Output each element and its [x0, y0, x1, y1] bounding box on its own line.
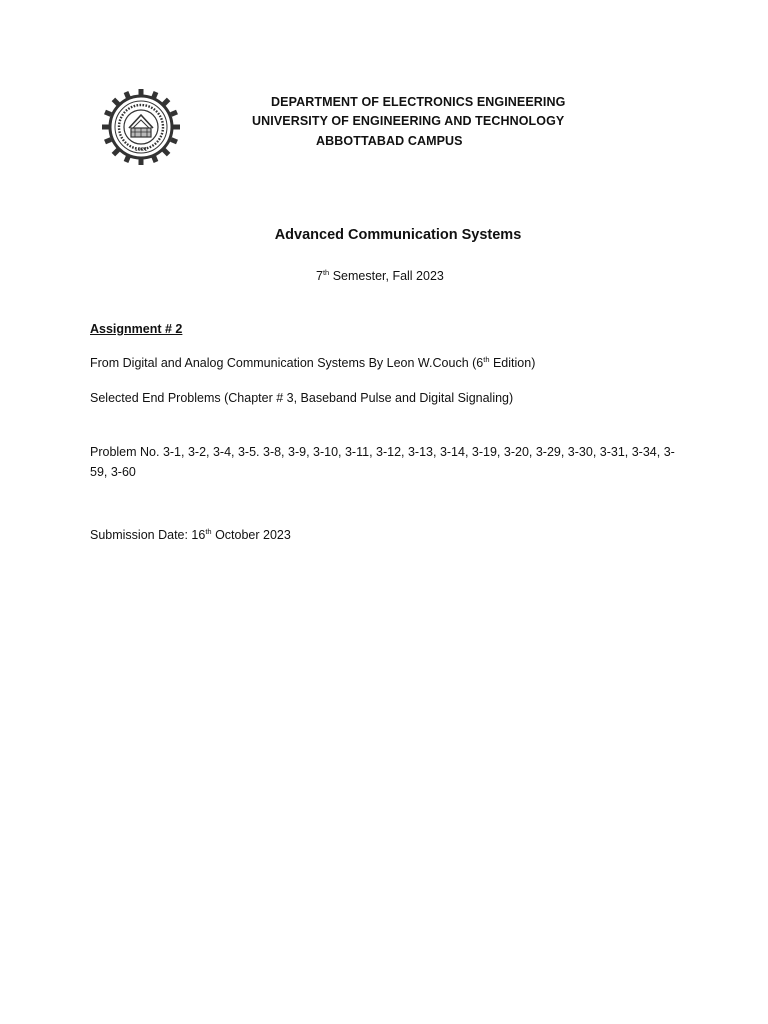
- submission-day-suffix: th: [205, 526, 212, 536]
- textbook-line: [90, 356, 535, 370]
- submission-suffix: October 2023: [211, 528, 291, 542]
- selected-problems-line: Selected End Problems (Chapter # 3, Baseband Pulse and Digital Signaling): [90, 391, 514, 405]
- course-title: Advanced Communication Systems: [274, 227, 522, 243]
- semester-number: 7: [316, 269, 323, 283]
- textbook-prefix: From Digital and Analog Communication Systems By Leon W.Couch (6: [90, 356, 484, 370]
- semester-line: [316, 269, 444, 283]
- university-name: UNIVERSITY OF ENGINEERING AND TECHNOLOGY: [252, 114, 565, 128]
- university-seal-gear-icon: [100, 88, 182, 166]
- campus-name: ABBOTTABAD CAMPUS: [316, 134, 463, 148]
- edition-suffix: th: [483, 354, 490, 364]
- semester-rest: Semester, Fall 2023: [329, 269, 444, 283]
- textbook-suffix: Edition): [489, 356, 536, 370]
- svg-text:1921: 1921: [134, 147, 148, 153]
- submission-prefix: Submission Date: 16: [90, 528, 206, 542]
- problem-list: Problem No. 3-1, 3-2, 3-4, 3-5. 3-8, 3-9, 3-10, 3-11, 3-12, 3-13, 3-14, 3-19, 3-20, 3-29, 3-30, 3-31, 3-34, 3-59, 3-60: [90, 445, 675, 479]
- department-name: DEPARTMENT OF ELECTRONICS ENGINEERING: [271, 95, 566, 109]
- submission-date-line: [90, 528, 291, 542]
- assignment-heading: Assignment # 2: [90, 322, 183, 336]
- semester-suffix: th: [322, 267, 330, 277]
